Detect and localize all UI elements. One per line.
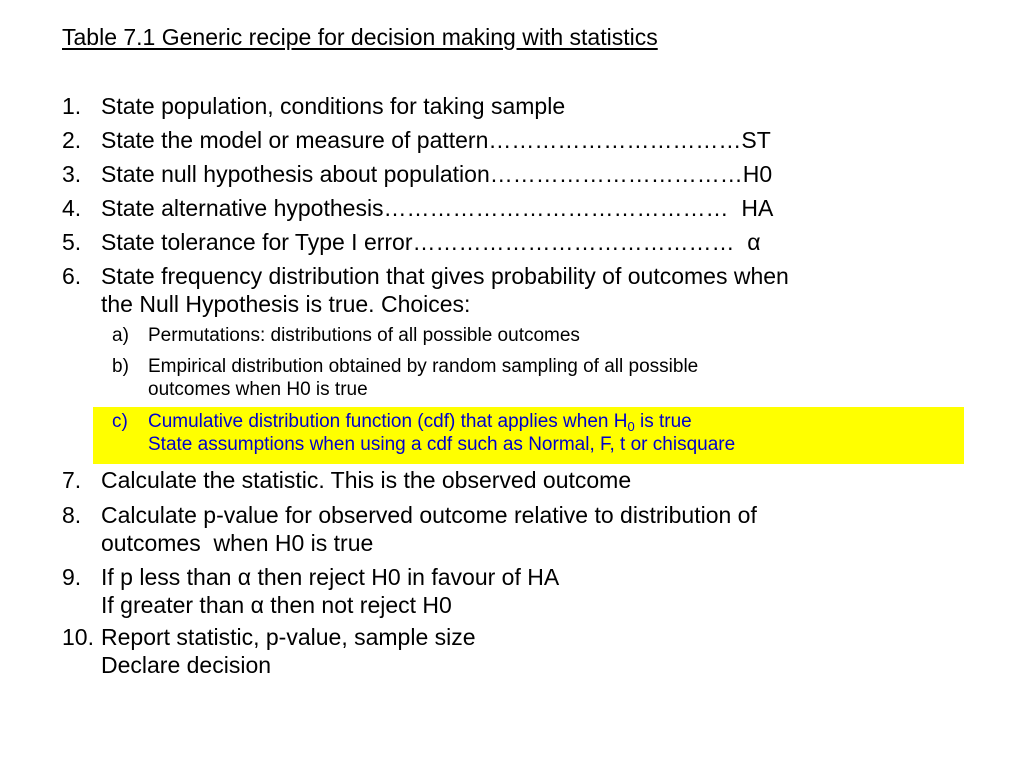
item-line: Calculate p-value for observed outcome relative to distribution of (101, 502, 757, 528)
item-text (101, 92, 565, 120)
item-text (101, 466, 631, 494)
subscript: 0 (627, 419, 635, 434)
item-number: 9. (62, 564, 82, 590)
sub-item-text (148, 324, 580, 347)
sub-item-letter: a) (112, 325, 129, 346)
item-text (101, 262, 789, 318)
item-number: 1. (62, 93, 82, 119)
item-line: the Null Hypothesis is true. Choices: (101, 291, 471, 317)
sub-item-letter: c) (112, 411, 128, 432)
sub-item-text (148, 410, 735, 456)
item-text (101, 126, 771, 154)
item-number: 8. (62, 502, 82, 528)
item-text (101, 563, 559, 619)
item-line: If p less than α then reject H0 in favour of HA (101, 564, 560, 590)
item-number: 3. (62, 161, 82, 187)
item-number: 10. (62, 624, 94, 650)
item-number: 2. (62, 127, 82, 153)
sub-item-text (148, 355, 698, 401)
item-number: 4. (62, 195, 82, 221)
item-line: outcomes when H0 is true (101, 530, 374, 556)
sub-item-line: Permutations: distributions of all possible outcomes (148, 325, 580, 346)
item-line: State null hypothesis about population……………………………H0 (101, 161, 773, 187)
slide-title: Table 7.1 Generic recipe for decision making with statistics (62, 24, 658, 50)
item-text (101, 160, 772, 188)
item-number: 5. (62, 229, 82, 255)
sub-item-line: outcomes when H0 is true (148, 379, 368, 400)
item-number: 7. (62, 467, 82, 493)
item-line: State the model or measure of pattern……………………………ST (101, 127, 771, 153)
item-text (101, 228, 761, 256)
item-line: State population, conditions for taking sample (101, 93, 566, 119)
item-line: State alternative hypothesis……………………………………… HA (101, 195, 774, 221)
item-line: If greater than α then not reject H0 (101, 592, 452, 618)
item-text (101, 194, 773, 222)
sub-item-line: Empirical distribution obtained by random sampling of all possible (148, 356, 699, 377)
item-line: State tolerance for Type I error…………………………………… α (101, 229, 761, 255)
item-text (101, 623, 476, 679)
sub-item-letter: b) (112, 356, 129, 377)
sub-item-line: State assumptions when using a cdf such as Normal, F, t or chisquare (148, 434, 736, 455)
item-line: Declare decision (101, 652, 272, 678)
item-number: 6. (62, 263, 82, 289)
item-line: Calculate the statistic. This is the observed outcome (101, 467, 632, 493)
sub-item-line-part: is true (634, 411, 692, 432)
item-line: State frequency distribution that gives probability of outcomes when (101, 263, 789, 289)
sub-item-line (148, 410, 735, 433)
sub-item-line-part: Cumulative distribution function (cdf) that applies when H (148, 411, 628, 432)
item-text (101, 501, 757, 557)
item-line: Report statistic, p-value, sample size (101, 624, 476, 650)
